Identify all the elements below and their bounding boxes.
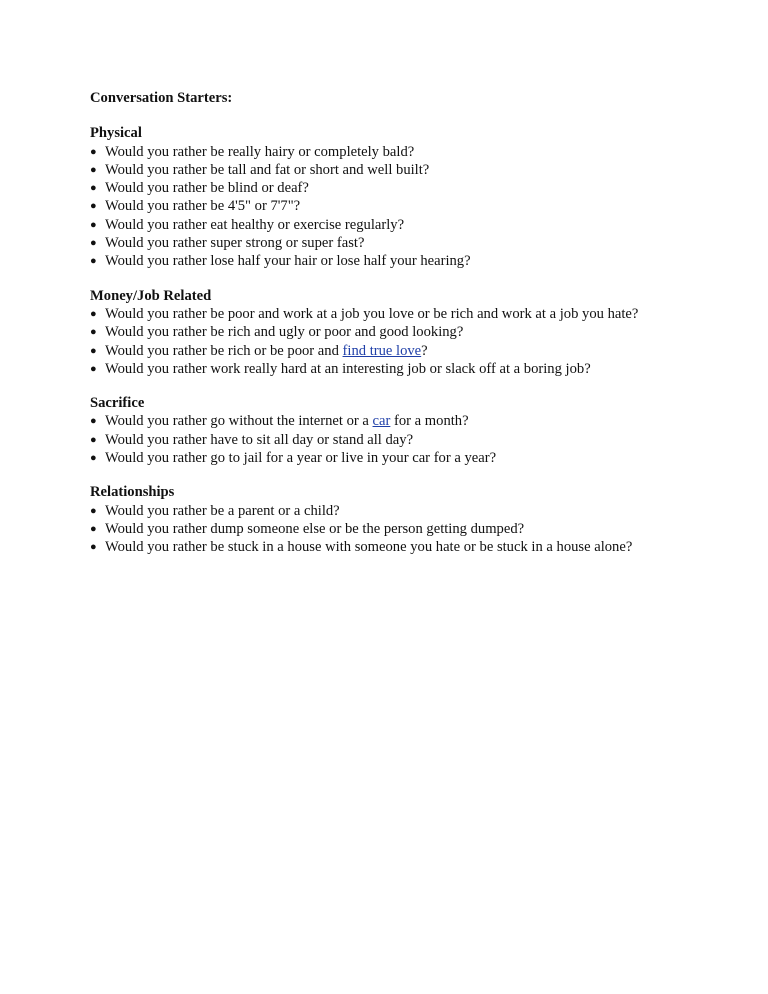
bullet-icon: ● xyxy=(90,433,97,446)
bullet-icon: ● xyxy=(90,255,97,268)
list-item xyxy=(90,234,750,252)
list-item xyxy=(90,216,750,234)
list-item xyxy=(90,305,750,323)
item-text-before-link: Would you rather go without the internet or a xyxy=(105,413,373,430)
list-item xyxy=(90,502,750,520)
list-item xyxy=(90,538,750,556)
bullet-icon: ● xyxy=(90,415,97,428)
section-physical xyxy=(90,124,750,270)
item-text: Would you rather work really hard at an interesting job or slack off at a boring job? xyxy=(105,360,591,377)
bullet-icon: ● xyxy=(90,237,97,250)
document-page xyxy=(90,89,750,573)
item-text: Would you rather be a parent or a child? xyxy=(105,502,340,519)
item-text: Would you rather lose half your hair or lose half your hearing? xyxy=(105,253,471,270)
list-item xyxy=(90,412,750,430)
bullet-icon: ● xyxy=(90,541,97,554)
list-item xyxy=(90,197,750,215)
bullet-icon: ● xyxy=(90,200,97,213)
bullet-icon: ● xyxy=(90,182,97,195)
item-text: Would you rather dump someone else or be the person getting dumped? xyxy=(105,520,525,537)
find-true-love-link[interactable]: find true love xyxy=(342,342,422,359)
item-text: Would you rather go to jail for a year or live in your car for a year? xyxy=(105,450,497,467)
bullet-icon: ● xyxy=(90,452,97,465)
bullet-icon: ● xyxy=(90,218,97,231)
section-heading: Money/Job Related xyxy=(90,287,212,304)
list-item xyxy=(90,323,750,341)
document-title: Conversation Starters: xyxy=(90,90,233,106)
item-text: Would you rather be poor and work at a job you love or be rich and work at a job you hate? xyxy=(105,305,639,322)
section-sacrifice xyxy=(90,394,750,467)
section-money-job xyxy=(90,287,750,378)
list-item xyxy=(90,449,750,467)
item-text: Would you rather super strong or super fast? xyxy=(105,235,365,252)
bullet-icon: ● xyxy=(90,307,97,320)
bullet-icon: ● xyxy=(90,326,97,339)
list-item xyxy=(90,520,750,538)
list-item xyxy=(90,360,750,378)
list-item xyxy=(90,161,750,179)
item-text: Would you rather be tall and fat or short and well built? xyxy=(105,161,430,178)
bullet-icon: ● xyxy=(90,362,97,375)
list-item xyxy=(90,179,750,197)
item-text: Would you rather be rich and ugly or poor and good looking? xyxy=(105,324,464,341)
section-relationships xyxy=(90,483,750,556)
section-heading: Relationships xyxy=(90,484,175,501)
item-text-after-link: ? xyxy=(421,342,428,359)
item-text-before-link: Would you rather be rich or be poor and xyxy=(105,342,343,359)
item-text-after-link: for a month? xyxy=(390,413,469,430)
item-text: Would you rather be 4'5" or 7'7"? xyxy=(105,198,301,215)
item-text: Would you rather be blind or deaf? xyxy=(105,180,309,197)
bullet-icon: ● xyxy=(90,522,97,535)
item-text: Would you rather be stuck in a house with someone you hate or be stuck in a house alone? xyxy=(105,539,633,556)
section-heading: Physical xyxy=(90,125,142,142)
list-item xyxy=(90,342,750,360)
bullet-icon: ● xyxy=(90,145,97,158)
bullet-icon: ● xyxy=(90,344,97,357)
bullet-icon: ● xyxy=(90,163,97,176)
item-text: Would you rather be really hairy or completely bald? xyxy=(105,143,415,160)
list-item xyxy=(90,143,750,161)
bullet-icon: ● xyxy=(90,504,97,517)
list-item xyxy=(90,431,750,449)
car-link[interactable]: car xyxy=(372,413,391,430)
section-heading: Sacrifice xyxy=(90,395,145,412)
list-item xyxy=(90,252,750,270)
item-text: Would you rather have to sit all day or stand all day? xyxy=(105,431,414,448)
item-text: Would you rather eat healthy or exercise regularly? xyxy=(105,216,405,233)
